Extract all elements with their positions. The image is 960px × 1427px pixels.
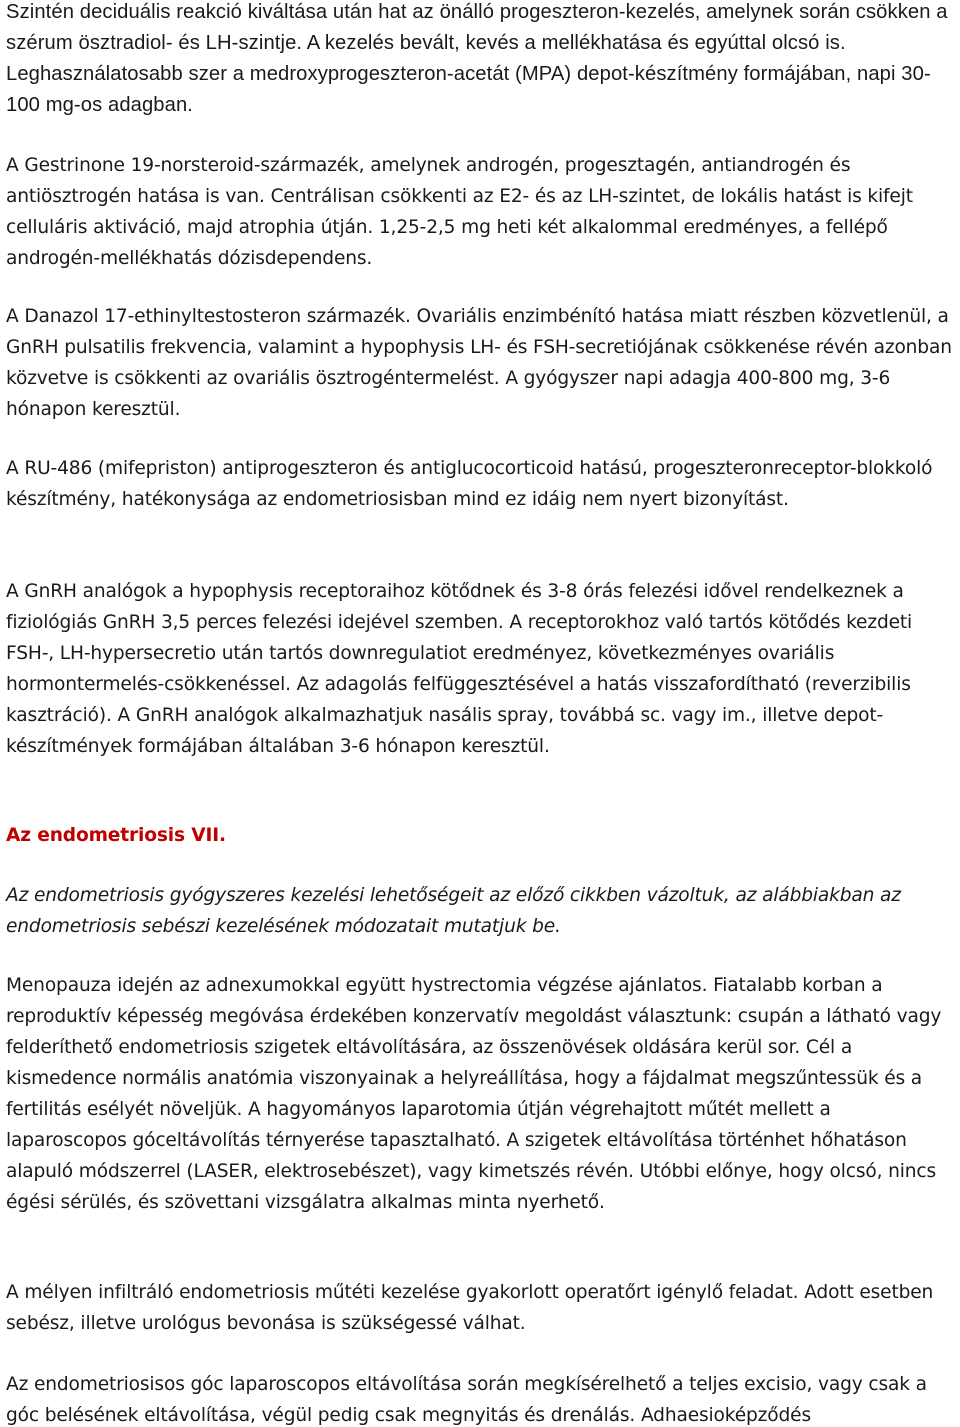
paragraph-danazol: A Danazol 17-ethinyltestosteron származék. Ovariális enzimbénító hatása miatt részben közvetlenül, a GnRH pulsatilis frekvencia, valamint a hypophysis LH- és FSH-secretiójának csökkenése révén azonban közvetve is csökkenti az ovariális ösztrogéntermelést. A gyógyszer napi adagja 400-800 mg, 3-6 hónapon keresztül. [6,306,952,420]
paragraph-progesterone: Szintén deciduális reakció kiváltása után hat az önálló progeszteron-kezelés, amelynek során csökken a szérum ösztradiol- és LH-szintje. A kezelés bevált, kevés a mellékhatása és egyúttal olcsó is. Leghasználatosabb szer a medroxyprogeszteron-acetát (MPA) depot-készítmény formájában, napi 30-100 mg-os adagban. [6,1,948,116]
article-heading: Az endometriosis VII. [6,825,226,846]
paragraph-gnrh: A GnRH analógok a hypophysis receptoraihoz kötődnek és 3-8 órás felezési idővel rendelkeznek a fiziológiás GnRH 3,5 perces felezési idejével szemben. A receptorokhoz való tartós kötődés kezdeti FSH-, LH-hypersecretio után tartós downregulatiot eredményez, következményes ovariális hormontermelés-csökkenéssel. Az adagolás felfüggesztésével a hatás visszafordítható (reverzibilis kasztráció). A GnRH analógok alkalmazhatjuk nasális spray, továbbá sc. vagy im., illetve depot-készítmények formájában általában 3-6 hónapon keresztül. [6,581,913,757]
article-intro: Az endometriosis gyógyszeres kezelési lehetőségeit az előző cikkben vázoltuk, az alábbiakban az endometriosis sebészi kezelésének módozatait mutatjuk be. [6,885,901,937]
paragraph-laparoscopic: Az endometriosisos góc laparoscopos eltávolítása során megkísérelhető a teljes excisio, vagy csak a góc belésének eltávolítása, végül pedig csak megnyitás és drenálás. Adhaesioképződés [6,1374,927,1426]
paragraph-surgery: Menopauza idején az adnexumokkal együtt hystrectomia végzése ajánlatos. Fiatalabb korban a reproduktív képesség megóvása érdekében konzervatív megoldást választunk: csupán a látható vagy felderíthető endometriosis szigetek eltávolítására, az összenövések oldására kerül sor. Cél a kismedence normális anatómia viszonyainak a helyreállítása, hogy a fájdalmat megszűntessük és a fertilitás esélyét növeljük. A hagyományos laparotomia útján végrehajtott műtét mellett a laparoscopos góceltávolítás térnyerése tapasztalható. A szigetek eltávolítása történhet hőhatáson alapuló módszerrel (LASER, elektrosebészet), vagy kimetszés révén. Utóbbi előnye, hogy olcsó, nincs égési sérülés, és szövettani vizsgálatra alkalmas minta nyerhető. [6,975,942,1213]
paragraph-gestrinone: A Gestrinone 19-norsteroid-származék, amelynek androgén, progesztagén, antiandrogén és antiösztrogén hatása is van. Centrálisan csökkenti az E2- és az LH-szintet, de lokális hatást is kifejt celluláris aktiváció, majd atrophia útján. 1,25-2,5 mg heti két alkalommal eredményes, a fellépő androgén-mellékhatás dózisdependens. [6,155,913,269]
paragraph-ru486: A RU-486 (mifepriston) antiprogeszteron és antiglucocorticoid hatású, progeszteronreceptor-blokkoló készítmény, hatékonysága az endometriosisban mind ez idáig nem nyert bizonyítást. [6,458,933,510]
paragraph-deep-infiltrating: A mélyen infiltráló endometriosis műtéti kezelése gyakorlott operatőrt igénylő feladat. Adott esetben sebész, illetve urológus bevonása is szükségessé válhat. [6,1282,934,1334]
